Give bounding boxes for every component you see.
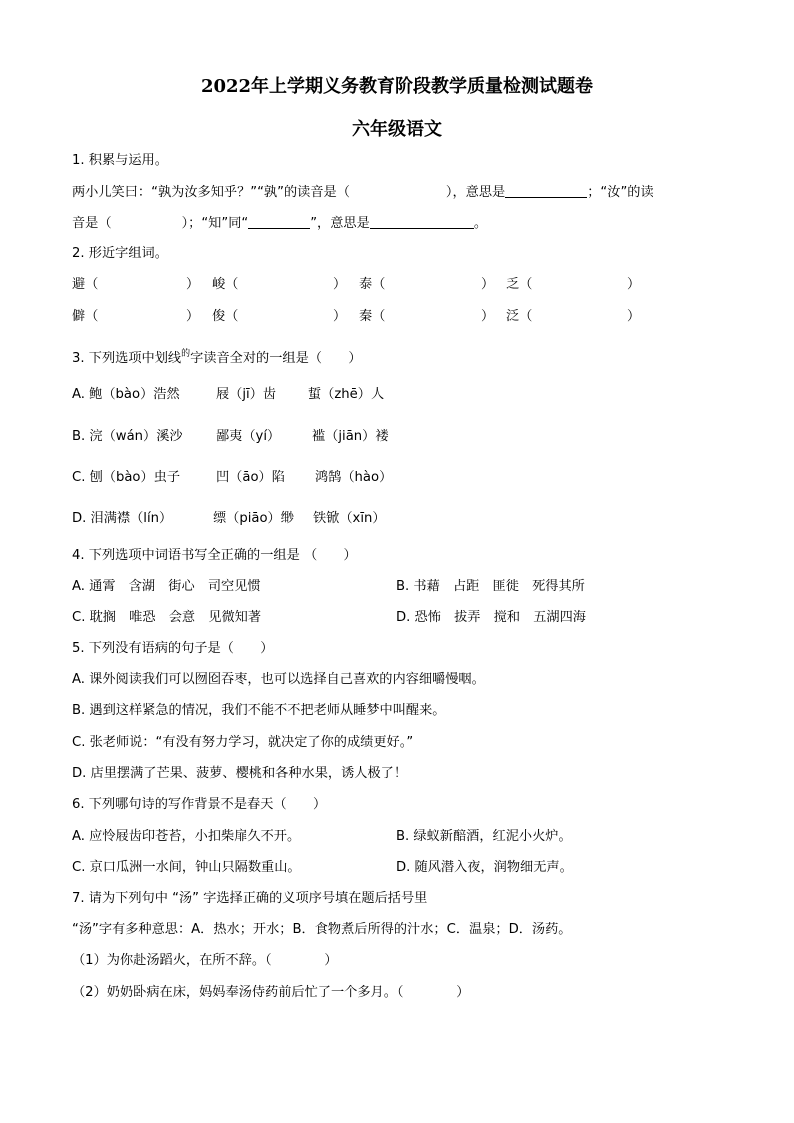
q5-option-c: C. 张老师说：“有没有努力学习，就决定了你的成绩更好。” — [72, 735, 414, 750]
question-1-line-1 — [72, 183, 654, 202]
q3-option-d-3: 铁锨（xīn） — [313, 511, 386, 526]
q5-option-a: A. 课外阅读我们可以囫囵吞枣，也可以选择自己喜欢的内容细嚼慢咽。 — [72, 672, 485, 687]
q5-option-d: D. 店里摆满了芒果、菠萝、樱桃和各种水果，诱人极了！ — [72, 766, 408, 781]
q2-text-b: ）；“知”同“ — [181, 216, 249, 231]
q6-option-d: D. 随风潜入夜，润物细无声。 — [396, 860, 573, 875]
q7-sentence-1: （1）为你赴汤蹈火，在所不辞。（ ） — [72, 953, 338, 968]
q2-text-c: ”，意思是 — [310, 216, 370, 231]
q2-item-5: 僻（ — [72, 309, 99, 324]
q1-text-a: 两小儿笑曰：“孰为汝多知乎？”“孰”的读音是（ — [72, 185, 350, 200]
q4-option-c: C. 耽搁 唯恐 会意 见微知著 — [72, 610, 262, 625]
q3-option-c-3: 鸿鹄（hào） — [315, 470, 393, 485]
question-7-stem: 7. 请为下列句中 “汤” 字选择正确的义项序号填在题后括号里 — [72, 891, 428, 906]
question-5-stem: 5. 下列没有语病的句子是（ ） — [72, 641, 274, 656]
q1-text-c: ；“汝”的读 — [587, 185, 654, 200]
q6-option-c: C. 京口瓜洲一水间，钟山只隔数重山。 — [72, 860, 301, 875]
q3-option-b-1: B. 浣（wán）溪沙 — [72, 429, 183, 444]
q2-close: ） — [627, 277, 641, 292]
q6-option-b: B. 绿蚁新醅酒，红泥小火炉。 — [396, 829, 572, 844]
q2-close: ） — [333, 277, 347, 292]
q2-item-3: 泰（ — [359, 277, 386, 292]
q3-option-b-2: 鄙夷（yí） — [216, 429, 281, 444]
q2-text-a: 音是（ — [72, 216, 112, 231]
q2-item-8: 泛（ — [506, 309, 533, 324]
q2-item-6: 俊（ — [212, 309, 239, 324]
q2-item-2: 峻（ — [212, 277, 239, 292]
q2-close: ） — [333, 309, 347, 324]
q3-stem-a: 3. 下列选项中划线 — [72, 351, 182, 366]
q3-stem-b: 字读音全对的一组是（ ） — [190, 351, 362, 366]
q3-stem-sup: 的 — [181, 349, 191, 359]
q4-option-b: B. 书藉 占距 匪徙 死得其所 — [396, 579, 585, 594]
q2-close: ） — [627, 309, 641, 324]
q2-item-1: 避（ — [72, 277, 99, 292]
q3-option-d-2: 缥（piāo）缈 — [213, 511, 294, 526]
q2-item-4: 乏（ — [506, 277, 533, 292]
question-4-stem: 4. 下列选项中词语书写全正确的一组是 （ ） — [72, 548, 357, 563]
q1-blank-tongjia[interactable] — [248, 214, 310, 229]
q3-option-a-3: 蜇（zhē）人 — [308, 387, 385, 402]
q1-blank-meaning-2[interactable] — [370, 214, 474, 229]
question-2-stem: 2. 形近字组词。 — [72, 246, 168, 261]
q2-close: ） — [481, 277, 495, 292]
q1-blank-meaning-1[interactable] — [505, 183, 587, 198]
question-3-stem — [72, 345, 362, 368]
q3-option-c-1: C. 刨（bào）虫子 — [72, 470, 181, 485]
q3-option-c-2: 凹（āo）陷 — [216, 470, 285, 485]
page-title: 2022年上学期义务教育阶段教学质量检测试题卷 — [200, 76, 594, 97]
q2-close: ） — [481, 309, 495, 324]
q3-option-b-3: 褴（jiān）褛 — [312, 429, 389, 444]
q3-option-a-1: A. 鲍（bào）浩然 — [72, 387, 180, 402]
question-1-stem: 1. 积累与运用。 — [72, 153, 168, 168]
page-subtitle: 六年级语文 — [352, 119, 442, 140]
q6-option-a: A. 应怜屐齿印苍苔，小扣柴扉久不开。 — [72, 829, 301, 844]
q2-item-7: 秦（ — [359, 309, 386, 324]
q1-text-b: ），意思是 — [445, 185, 506, 200]
q4-option-d: D. 恐怖 拔弄 搅和 五湖四海 — [396, 610, 586, 625]
q2-close: ） — [186, 277, 200, 292]
q7-sentence-2: （2）奶奶卧病在床，妈妈奉汤侍药前后忙了一个多月。（ ） — [72, 985, 470, 1000]
q2-close: ） — [186, 309, 200, 324]
question-1-line-2 — [72, 214, 487, 233]
question-6-stem: 6. 下列哪句诗的写作背景不是春天（ ） — [72, 797, 327, 812]
q2-text-d: 。 — [473, 216, 487, 231]
q4-option-a: A. 通霄 含湖 街心 司空见惯 — [72, 579, 261, 594]
q5-option-b: B. 遇到这样紧急的情况，我们不能不不把老师从睡梦中叫醒来。 — [72, 703, 446, 718]
q7-definitions: “汤”字有多种意思：A．热水；开水；B．食物煮后所得的汁水；C．温泉；D．汤药。 — [72, 922, 572, 937]
q3-option-d-1: D. 泪满襟（lín） — [72, 511, 173, 526]
q3-option-a-2: 屐（jī）齿 — [216, 387, 277, 402]
